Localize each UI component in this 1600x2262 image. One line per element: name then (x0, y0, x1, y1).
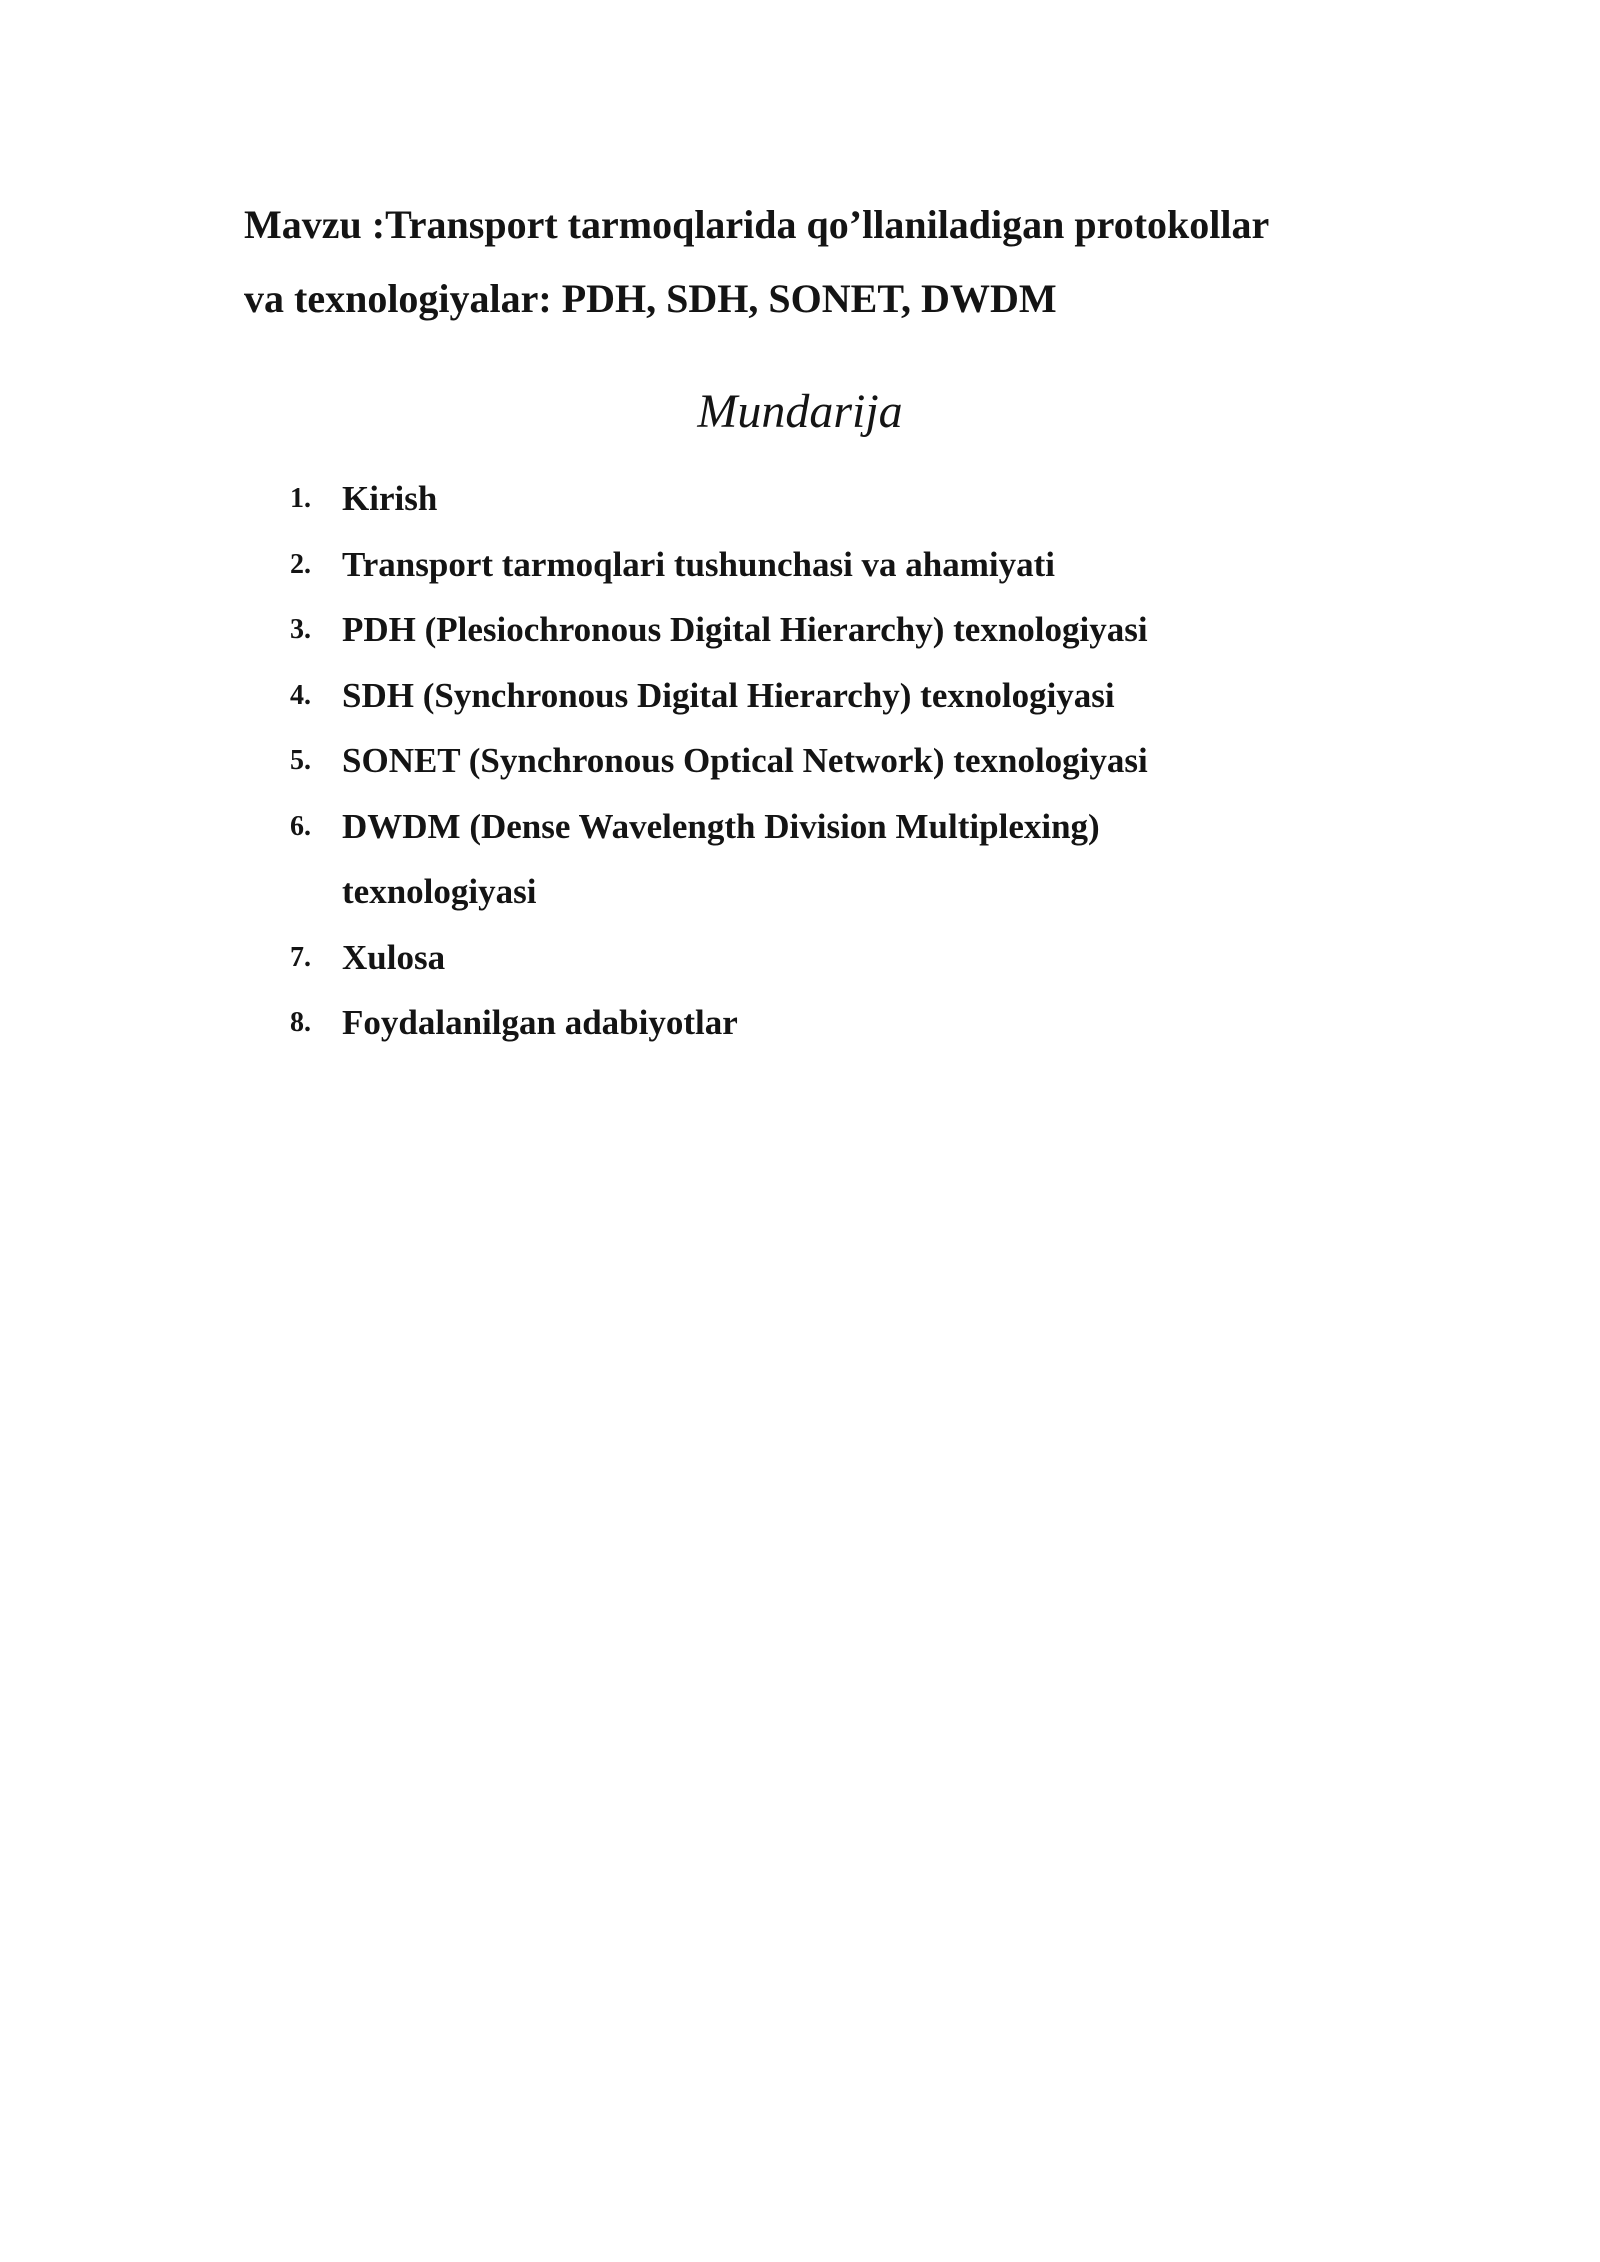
toc-item-label: PDH (Plesiochronous Digital Hierarchy) texnologiyasi (342, 610, 1148, 649)
toc-item-label-continuation: texnologiyasi (342, 872, 537, 911)
toc-item-number: 8. (290, 1007, 311, 1038)
toc-item-1 (0, 466, 1600, 532)
toc-item-number: 3. (290, 614, 311, 645)
toc-item-number: 7. (290, 941, 311, 973)
table-of-contents (0, 466, 1600, 1056)
toc-item-label: Transport tarmoqlari tushunchasi va ahamiyati (342, 544, 1056, 584)
toc-heading: Mundarija (697, 385, 903, 438)
toc-item-label: DWDM (Dense Wavelength Division Multiplexing) (342, 806, 1100, 846)
toc-item-label: SONET (Synchronous Optical Network) texnologiyasi (342, 741, 1148, 780)
toc-item-number: 2. (290, 548, 311, 580)
toc-item-8 (0, 990, 1600, 1056)
title-line-1: Mavzu :Transport tarmoqlarida qo’llaniladigan protokollar (244, 202, 1270, 247)
toc-item-label: SDH (Synchronous Digital Hierarchy) texnologiyasi (342, 675, 1115, 715)
title-line-2: va texnologiyalar: PDH, SDH, SONET, DWDM (244, 276, 1057, 321)
toc-item-5 (0, 728, 1600, 794)
toc-item-4 (0, 663, 1600, 729)
toc-item-number: 4. (290, 679, 311, 711)
toc-item-3 (0, 597, 1600, 663)
document-title (244, 188, 1394, 336)
toc-item-label: Xulosa (342, 937, 446, 977)
toc-item-number: 1. (290, 483, 311, 514)
toc-item-label: Foydalanilgan adabiyotlar (342, 1003, 738, 1042)
toc-item-number: 6. (290, 810, 311, 842)
toc-item-number: 5. (290, 745, 311, 776)
toc-item-2 (0, 532, 1600, 598)
toc-item-label: Kirish (342, 479, 438, 518)
toc-item-6 (0, 794, 1600, 925)
toc-item-7 (0, 925, 1600, 991)
